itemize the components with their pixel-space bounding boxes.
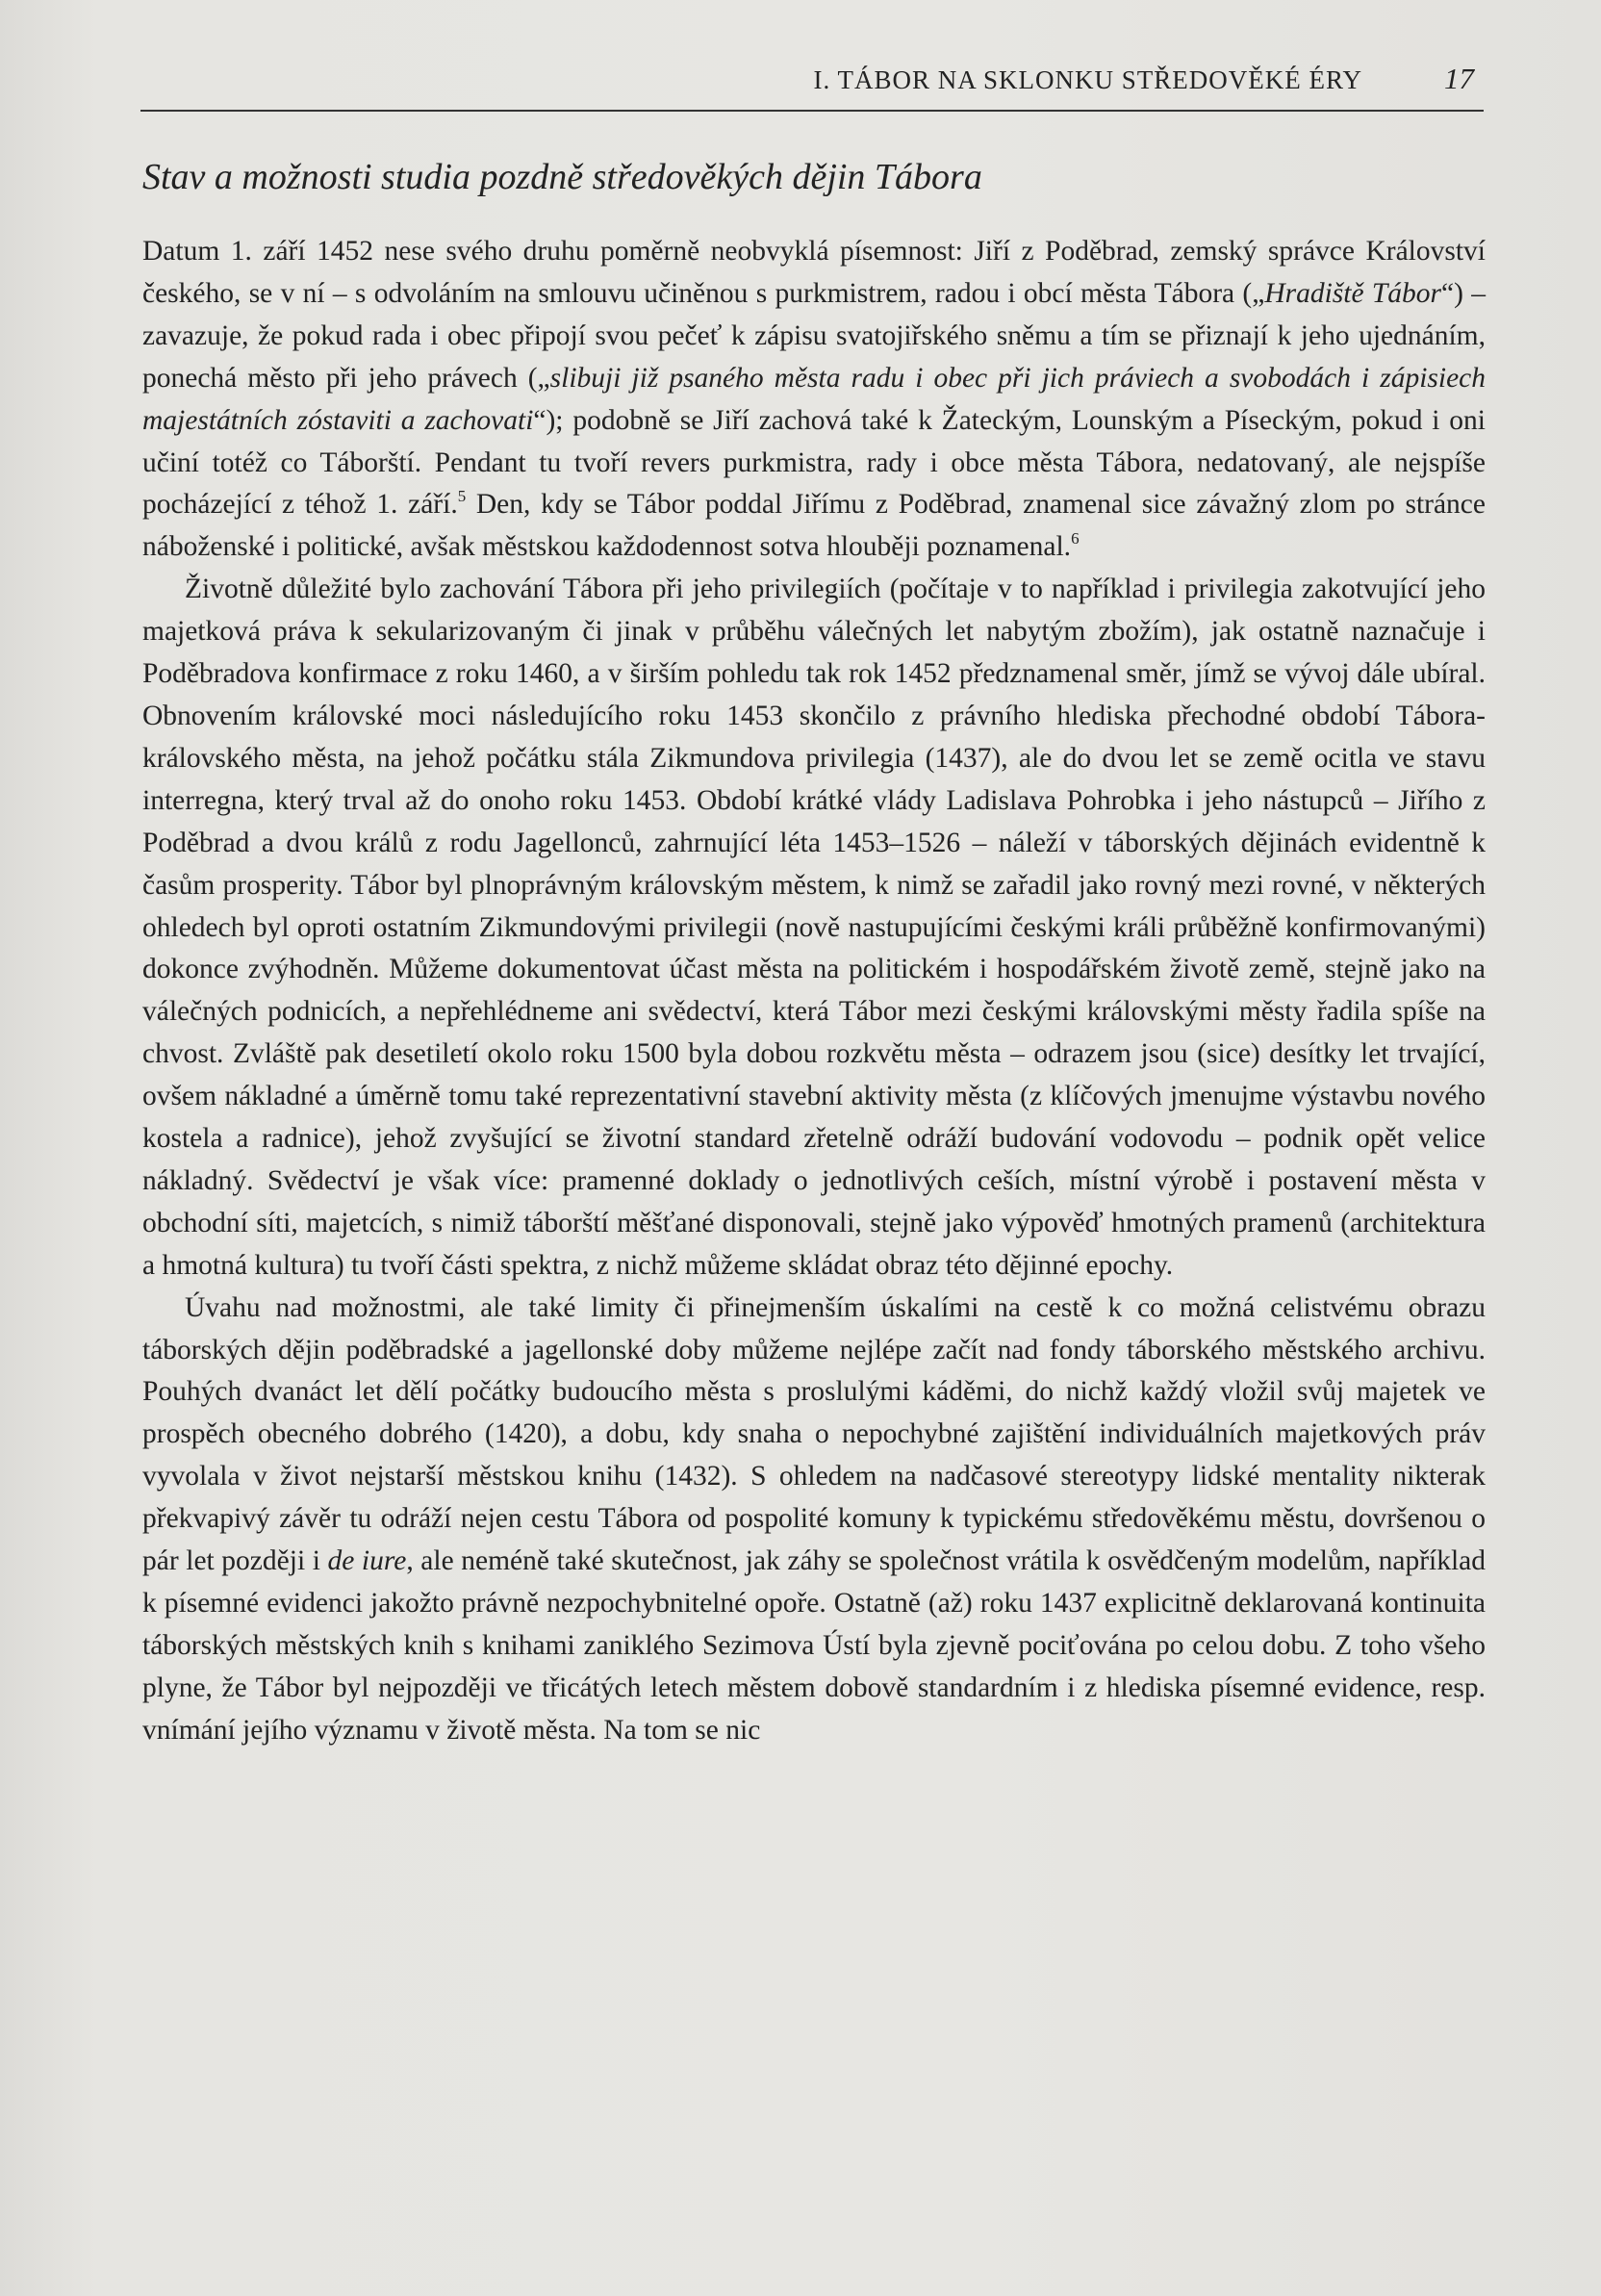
footnote-ref-5[interactable]: 5: [457, 487, 467, 506]
body-text: [142, 231, 1486, 1752]
p1-italic-quote: slibuji již psaného města radu i obec při jich práviech a svobodách i zápisiech majestátních zóstaviti a zachovati: [142, 362, 1487, 436]
footnote-ref-6[interactable]: 6: [1071, 529, 1080, 548]
p3-text-b: , ale neméně také skutečnost, jak záhy se společnost vrátila k osvědčeným modelům, například k písemné evidenci jakožto právně nezpochybnitelné opoře. Ostatně (až) roku 1437 explicitně deklarovaná kontinuita táborských městských knih s knihami zaniklého Sezimova Ústí byla zjevně pociťována po celou dobu. Z toho všeho plyne, že Tábor byl nejpozději ve třicátých letech městem dobově standardním i z hlediska písemné evidence, resp. vnímání jejího významu v životě města. Na tom se nic: [142, 1545, 1487, 1746]
paragraph-3: [142, 1288, 1486, 1752]
p1-text-b: “) – zavazuje, že pokud rada i obec připojí svou pečeť k zápisu svatojiřského sněmu a tím se přiznají k jeho ujednáním, ponechá město při jeho právech („: [142, 277, 1487, 394]
header-rule: [140, 110, 1484, 112]
p3-italic-de-iure: de iure: [327, 1545, 407, 1577]
p1-italic-place: Hradiště Tábor: [1264, 277, 1442, 309]
p1-text-c: “); podobně se Jiří zachová také k Žateckým, Lounským a Píseckým, pokud i oni učiní totéž co Táborští. Pendant tu tvoří revers purkmistra, rady i obce města Tábora, nedatovaný, ale nejspíše pocházející z téhož 1. září.: [142, 404, 1486, 521]
paragraph-1: [142, 231, 1486, 569]
page-header: [140, 54, 1484, 112]
paragraph-2: Životně důležité bylo zachování Tábora při jeho privilegiích (počítaje v to například i privilegia zakotvující jeho majetková práva k sekularizovaným či jinak v průběhu válečných let nabytým zbožím), jak ostatně naznačuje i Poděbradova konfirmace z roku 1460, a v širším pohledu tak rok 1452 předznamenal směr, jímž se vývoj dále ubíral. Obnovením královské moci následujícího roku 1453 skončilo z právního hlediska přechodné období Tábora-královského města, na jehož počátku stála Zikmundova privilegia (1437), ale do dvou let se země ocitla ve stavu interregna, který trval až do onoho roku 1453. Období krátké vlády Ladislava Pohrobka i jeho nástupců – Jiřího z Poděbrad a dvou králů z rodu Jagellonců, zahrnující léta 1453–1526 – náleží v táborských dějinách evidentně k časům prosperity. Tábor byl plnoprávným královským městem, k nimž se zařadil jako rovný mezi rovné, v některých ohledech byl oproti ostatním Zikmundovými privilegii (nově nastupujícími českými králi průběžně konfirmovanými) dokonce zvýhodněn. Můžeme dokumentovat účast města na politickém i hospodářském životě země, stejně jako na válečných podnicích, a nepřehlédneme ani svědectví, která Tábor mezi českými královskými městy řadila spíše na chvost. Zvláště pak desetiletí okolo roku 1500 byla dobou rozkvětu města – odrazem jsou (sice) desítky let trvající, ovšem nákladné a úměrně tomu také reprezentativní stavební aktivity města (z klíčových jmenujme výstavbu nového kostela a radnice), jehož zvyšující se životní standard zřetelně odráží budování vodovodu – podnik opět velice nákladný. Svědectví je však více: pramenné doklady o jednotlivých ceších, místní výrobě i postavení města v obchodní síti, majetcích, s nimiž táborští měšťané disponovali, stejně jako výpověď hmotných pramenů (architektura a hmotná kultura) tu tvoří části spektra, z nichž můžeme skládat obraz této dějinné epochy.: [142, 574, 1486, 1281]
p1-text-d: Den, kdy se Tábor poddal Jiřímu z Poděbrad, znamenal sice závažný zlom po stránce náboženské i politické, avšak městskou každodennost sotva hlouběji poznamenal.: [142, 489, 1486, 563]
p3-text-a: Úvahu nad možnostmi, ale také limity či přinejmenším úskalími na cestě k co možná celistvému obrazu táborských dějin poděbradské a jagellonské doby můžeme nejlépe začít nad fondy táborského městského archivu. Pouhých dvanáct let dělí počátky budoucího města s proslulými káděmi, do nichž každý vložil svůj majetek ve prospěch obecného dobrého (1420), a dobu, kdy snaha o nepochybné zajištění individuálních majetkových práv vyvolala v život nejstarší městskou knihu (1432). S ohledem na nadčasové stereotypy lidské mentality nikterak překvapivý závěr tu odráží nejen cestu Tábora od pospolité komuny k typickému středověkému městu, dovršenou o pár let později i: [142, 1291, 1486, 1577]
running-head: I. TÁBOR NA SKLONKU STŘEDOVĚKÉ ÉRY: [813, 65, 1362, 94]
page-number: 17: [1444, 62, 1474, 95]
section-title: Stav a možnosti studia pozdně středověkých dějin Tábora: [142, 157, 982, 197]
p1-text-a: Datum 1. září 1452 nese svého druhu poměrně neobvyklá písemnost: Jiří z Poděbrad, zemský správce Království českého, se v ní – s odvoláním na smlouvu učiněnou s purkmistrem, radou i obcí města Tábora („: [142, 236, 1486, 309]
